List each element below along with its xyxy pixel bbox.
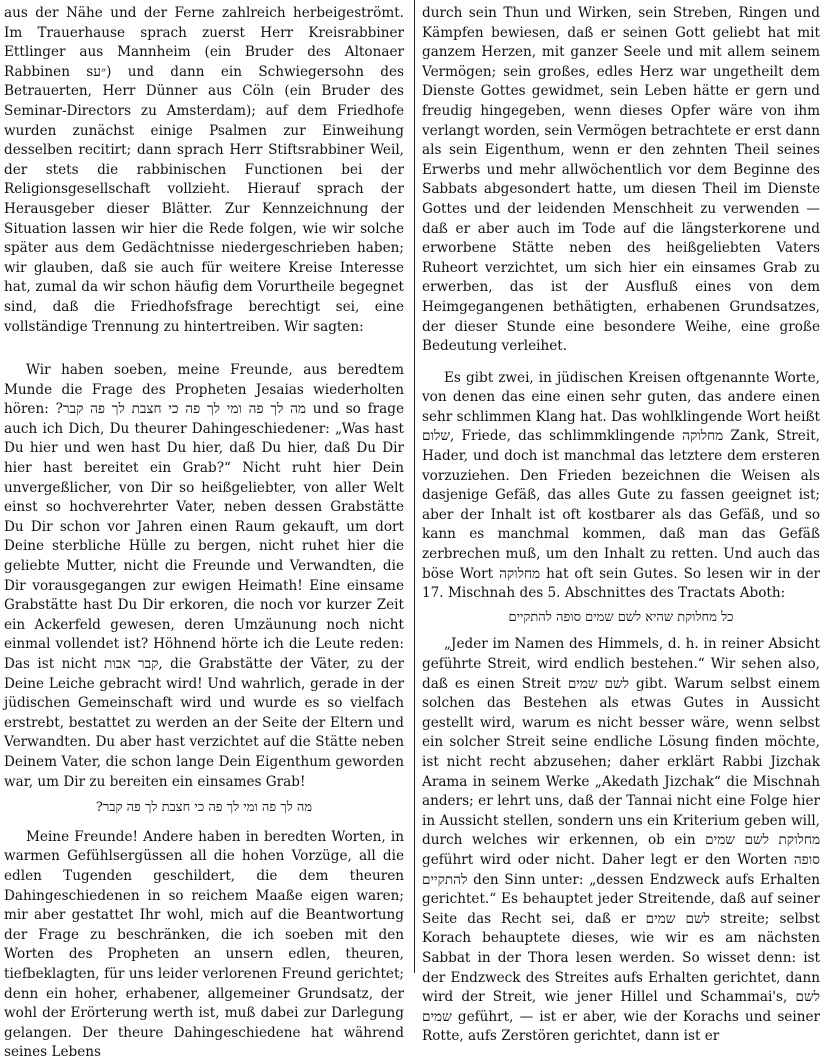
- right-paragraph-1: durch sein Thun und Wirken, sein Streben, Ringen und Kämpfen bewiesen, daß er seinen Gott geliebt hat mit ganzem Herzen, mit ganzer Seele und mit allem seinem Vermögen; sein großes, edles Herz war ungetheilt dem Dienste Gottes gewidmet, sein Leben hätte er gern und freudig hingegeben, wenn dieses Opfer wäre von ihm verlangt worden, sein Vermögen betrachtete er erst dann als sein Eigenthum, wenn er den zehnten Theil seines Erwerbs und mehr allwöchentlich vor dem Beginne des Sabbats abgesondert hatte, um diesen Theil im Dienste Gottes und der leidenden Menschheit zu verwenden — daß er aber auch im Tode auf die längsterkorene und erworbene Stätte neben des heißgeliebten Vaters Ruheort verzichtet, um sich hier ein einsames Grab zu erwerben, das ist der Ausfluß eines von dem Heimgegangenen bethätigten, erhabenen Grundsatzes, der dieser Stunde eine besondere Weihe, eine große Bedeutung verleihet.: [422, 5, 820, 355]
- right-hebrew-quote: כל מחלוקת שהיא לשם שמים סופה להתקיים: [508, 609, 734, 625]
- left-paragraph-1: aus der Nähe und der Ferne zahlreich herbeigeströmt. Im Trauerhause sprach zuerst Herr Kreisrabbiner Ettlinger aus Mannheim (ein Bruder des Altonaer Rabbinen s״ע) und dann ein Schwiegersohn des Betrauerten, Herr Dünner aus Cöln (ein Bruder des Seminar-Directors zu Amsterdam); auf dem Friedhofe wurden zunächst einige Psalmen zur Einweihung desselben recitirt; dann sprach Herr Stiftsrabbiner Weil, der stets die rabbinischen Functionen bei der Religionsgesellschaft vollzieht. Hierauf sprach der Herausgeber dieser Blätter. Zur Kennzeichnung der Situation lassen wir hier die Rede folgen, wie wir solche später aus dem Gedächtnisse niedergeschrieben haben; wir glauben, daß sie auch für weitere Kreise Interesse hat, zumal da wir schon häufig dem Vorurtheile begegnet sind, daß die Friedhofsfrage berechtigt sei, eine vollständige Trennung zu hintertreiben. Wir sagten:: [4, 5, 404, 335]
- left-hebrew-quote: מה לך פה ומי לך פה כי חצבת לך פה קבר?: [95, 800, 313, 816]
- left-column: [0, 0, 412, 1061]
- right-paragraph-3: „Jeder im Namen des Himmels, d. h. in reiner Absicht geführte Streit, wird endlich bestehen.“ Wir sehen also, daß es einen Streit לשם שמים gibt. Warum selbst einem solchen das Bestehen als etwas Gutes in Aussicht gestellt wird, warum es nicht besser wäre, wenn selbst ein solcher Streit seine endliche Lösung finden möchte, ist nicht recht abzusehen; daher erklärt Rabbi Jizchak Arama in seinem Werke „Akedath Jizchak“ die Mischnah anders; er lehrt uns, daß der Tannai nicht eine Folge hier in Aussicht stellen, sondern uns ein Kriterium geben will, durch welches wir erkennen, ob ein מחלוקת לשם שמים geführt wird oder nicht. Daher legt er den Worten סופה להתקיים den Sinn unter: „dessen Endzweck aufs Erhalten gerichtet.“ Es behauptet jeder Streitende, daß auf seiner Seite das Recht sei, daß er לשם שמים streite; selbst Korach behauptete dieses, wie wir es am nächsten Sabbat in der Thora lesen werden. So wisset denn: ist der Endzweck des Streites aufs Erhalten gerichtet, dann wird der Streit, wie jener Hillel und Schammai's, לשם שמים geführt, — ist er aber, wie der Korachs und seiner Rotte, aufs Zerstören gerichtet, dann ist er: [422, 636, 821, 1045]
- left-paragraph-2: Wir haben soeben, meine Freunde, aus beredtem Munde die Frage des Propheten Jesaias wiederholten hören: ?מה לך פה ומי לך פה כי חצבת לך פה קבר und so frage auch ich Dich, Du theurer Dahingeschiedener: „Was hast Du hier und wen hast Du hier, daß Du hier, daß Du Dir hier hast bereitet ein Grab?“ Nicht ruht hier Dein unvergeßlicher, von Dir so heißgeliebter, von aller Welt einst so hochverehrter Vater, neben dessen Grabstätte Du Dir schon vor Jahren einen Raum gekauft, um dort Deine sterbliche Hülle zu bergen, nicht ruhet hier die geliebte Mutter, nicht die Freunde und Verwandten, die Dir vorausgegangen zur ewigen Heimath! Eine einsame Grabstätte hast Du Dir erkoren, die noch vor kurzer Zeit ein Ackerfeld gewesen, deren Umzäunung noch nicht einmal vollendet ist? Höhnend hörte ich die Leute reden: Das ist nicht קבר אבות, die Grabstätte der Väter, zu der Deine Leiche gebracht wird! Und wahrlich, gerade in der jüdischen Gemeinschaft wird und wurde es so vielfach erstrebt, bestattet zu werden an der Seite der Eltern und Verwandten. Du aber hast verzichtet auf die Stätte neben Deinem Vater, die schon lange Dein Eigenthum geworden war, um Dir zu bereiten ein einsames Grab!: [4, 362, 405, 790]
- right-column: [412, 0, 826, 1045]
- column-divider: [414, 0, 415, 973]
- left-paragraph-3: Meine Freunde! Andere haben in beredten Worten, in warmen Gefühlsergüssen all die hohen Vorzüge, all die edlen Tugenden geschildert, die dem theuren Dahingeschiedenen in so reichem Maaße eigen waren; mir aber gestattet Ihr wohl, mich auf die Beantwortung der Frage zu beschränken, die ich soeben mit den Worten des Propheten an unsern edlen, theuren, tiefbeklagten, für uns leider verlorenen Freund gerichtet; denn ein hoher, erhabener, allgemeiner Grundsatz, der wohl der Erörterung werth ist, muß dabei zur Darlegung gelangen. Der theure Dahingeschiedene hat während seines Lebens: [4, 828, 404, 1061]
- paragraph-gap: [4, 337, 404, 361]
- right-paragraph-2: Es gibt zwei, in jüdischen Kreisen oftgenannte Worte, von denen das eine einen sehr guten, das andere einen sehr schlimmen Klang hat. Das wohlklingende Wort heißt שלום, Friede, das schlimmklingende מחלוקה Zank, Streit, Hader, und doch ist manchmal das letztere dem ersteren vorzuziehen. Den Frieden bezeichnen die Weisen als dasjenige Gefäß, das alles Gute zu fassen geeignet ist; aber der Inhalt ist oft kostbarer als das Gefäß, und so kann es manchmal kommen, daß man das Gefäß zerbrechen muß, um den Inhalt zu retten. Und auch das böse Wort מחלוקה hat oft sein Gutes. So lesen wir in der 17. Mischnah des 5. Abschnittes des Tractats Aboth:: [422, 369, 820, 602]
